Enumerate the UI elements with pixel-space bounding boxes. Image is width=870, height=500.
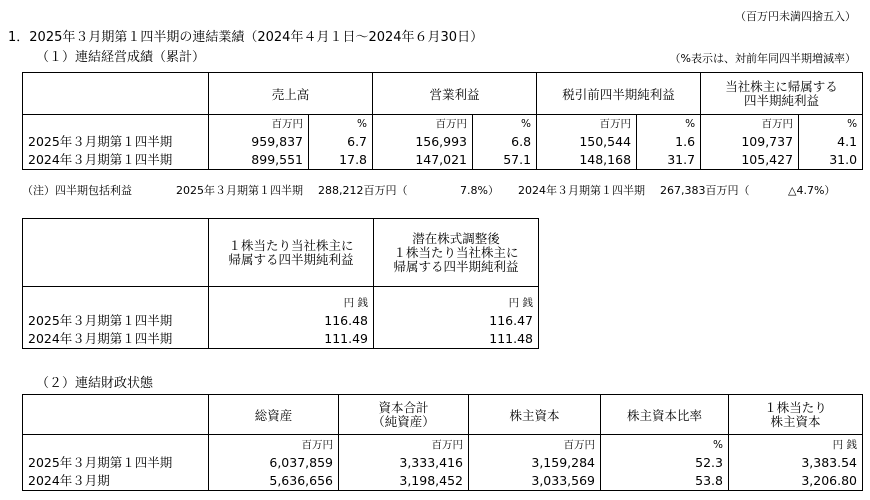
- row-label: 2024年３月期: [28, 473, 110, 488]
- note-prev-value: 267,383百万円（: [660, 184, 750, 197]
- unit-label: 百万円: [271, 118, 303, 130]
- unit-label: 円 銭: [508, 297, 533, 309]
- value-cell: 31.7: [667, 152, 696, 167]
- value-cell: 899,551: [251, 152, 303, 167]
- note-current-label: 2025年３月期第１四半期: [176, 184, 303, 197]
- header-operating-income: 営業利益: [373, 73, 537, 115]
- value-cell: 17.8: [339, 152, 368, 167]
- value-cell: 1.6: [675, 134, 696, 149]
- rounding-note: （百万円未満四捨五入）: [735, 10, 856, 23]
- unit-label: 百万円: [761, 118, 794, 130]
- unit-label: %: [713, 439, 723, 451]
- header-equity-ratio: 株主資本比率: [601, 395, 729, 435]
- unit-label: %: [847, 118, 858, 130]
- value-cell: 6,037,859: [269, 455, 333, 470]
- row-label: 2024年３月期第１四半期: [28, 331, 173, 346]
- unit-label: 百万円: [435, 118, 468, 130]
- unit-label: %: [521, 118, 532, 130]
- unit-label: 円 銭: [832, 439, 857, 451]
- unit-label: %: [685, 118, 696, 130]
- unit-label: 百万円: [301, 439, 333, 451]
- value-cell: 111.49: [324, 331, 368, 346]
- value-cell: 116.47: [489, 313, 533, 328]
- value-cell: 147,021: [415, 152, 468, 167]
- value-cell: 5,636,656: [269, 473, 333, 488]
- unit-label: 百万円: [563, 439, 595, 451]
- value-cell: 109,737: [741, 134, 794, 149]
- corner-cell: [23, 395, 209, 435]
- financial-position-table: [22, 394, 863, 491]
- row-label: 2025年３月期第１四半期: [28, 455, 173, 470]
- header-sales: 売上高: [209, 73, 373, 115]
- header-net-income: 当社株主に帰属する 四半期純利益: [701, 73, 863, 115]
- value-cell: 3,206.80: [801, 473, 857, 488]
- value-cell: 150,544: [579, 134, 632, 149]
- value-cell: 57.1: [503, 152, 532, 167]
- value-cell: 53.8: [695, 473, 723, 488]
- unit-label: 百万円: [431, 439, 463, 451]
- subsection-title-financial: （２）連結財政状態: [36, 376, 154, 391]
- unit-label: 円 銭: [343, 297, 368, 309]
- header-diluted-eps: 潜在株式調整後 １株当たり当社株主に 帰属する四半期純利益: [374, 219, 539, 287]
- value-cell: 3,333,416: [399, 455, 463, 470]
- value-cell: 4.1: [837, 134, 858, 149]
- percentage-note: （%表示は、対前年同四半期増減率）: [669, 52, 856, 65]
- row-label: 2025年３月期第１四半期: [28, 134, 173, 149]
- note-prev-label: 2024年３月期第１四半期: [518, 184, 645, 197]
- section-title: 1．2025年３月期第１四半期の連結業績（2024年４月１日～2024年６月30日）: [8, 30, 484, 45]
- eps-table: [22, 218, 539, 349]
- unit-label: 百万円: [599, 118, 632, 130]
- header-pretax-income: 税引前四半期純利益: [537, 73, 701, 115]
- header-total-assets: 総資産: [209, 395, 339, 435]
- header-shareholders-equity: 株主資本: [469, 395, 601, 435]
- header-eps: １株当たり当社株主に 帰属する四半期純利益: [209, 219, 374, 287]
- note-current-value: 288,212百万円（: [318, 184, 408, 197]
- subsection-title-results: （１）連結経営成績（累計）: [36, 50, 206, 65]
- corner-cell: [23, 219, 209, 287]
- note-current-pct: 7.8%）: [460, 184, 499, 197]
- value-cell: 31.0: [829, 152, 858, 167]
- row-label: 2025年３月期第１四半期: [28, 313, 173, 328]
- value-cell: 6.8: [511, 134, 532, 149]
- value-cell: 105,427: [741, 152, 794, 167]
- value-cell: 3,033,569: [531, 473, 595, 488]
- header-bps: １株当たり 株主資本: [729, 395, 863, 435]
- header-total-equity: 資本合計 （純資産）: [339, 395, 469, 435]
- value-cell: 3,383.54: [801, 455, 857, 470]
- value-cell: 6.7: [347, 134, 368, 149]
- value-cell: 3,198,452: [399, 473, 463, 488]
- unit-label: %: [357, 118, 368, 130]
- value-cell: 959,837: [251, 134, 303, 149]
- value-cell: 3,159,284: [531, 455, 595, 470]
- corner-cell: [23, 73, 209, 115]
- operating-results-table: [22, 72, 863, 170]
- value-cell: 52.3: [695, 455, 723, 470]
- value-cell: 156,993: [415, 134, 468, 149]
- value-cell: 148,168: [579, 152, 632, 167]
- value-cell: 116.48: [324, 313, 368, 328]
- row-label: 2024年３月期第１四半期: [28, 152, 173, 167]
- note-prev-pct: △4.7%）: [788, 184, 836, 197]
- value-cell: 111.48: [489, 331, 533, 346]
- note-prefix: （注）四半期包括利益: [22, 184, 132, 197]
